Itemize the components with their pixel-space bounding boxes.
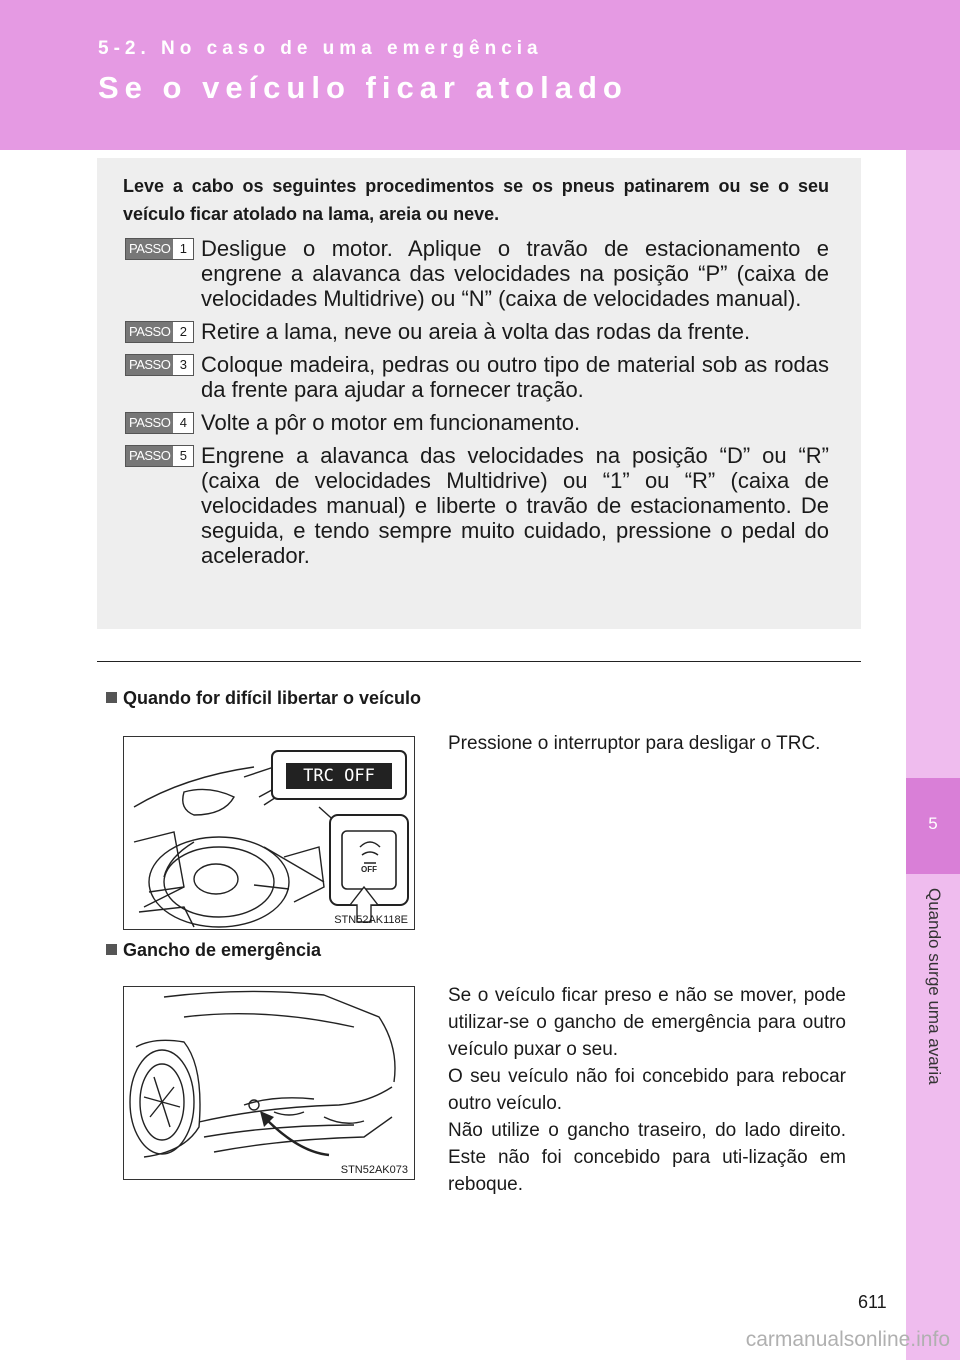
step-text: Coloque madeira, pedras ou outro tipo de material sob as rodas da frente para ajudar a fornecer tração. bbox=[201, 352, 829, 402]
section-label: 5-2. No caso de uma emergência bbox=[98, 38, 543, 59]
step-1 bbox=[123, 236, 829, 311]
figure-code: STN52AK118E bbox=[334, 914, 408, 926]
tow-hook-figure bbox=[123, 986, 415, 1180]
step-badge-word: PASSO bbox=[126, 322, 173, 342]
step-badge-word: PASSO bbox=[126, 446, 173, 466]
subheading-text: Gancho de emergência bbox=[123, 940, 322, 960]
step-5 bbox=[123, 443, 829, 568]
subheading-tow-hook bbox=[106, 940, 321, 961]
step-text: Volte a pôr o motor em funcionamento. bbox=[201, 410, 581, 435]
section-divider bbox=[97, 661, 861, 662]
subheading-free-vehicle bbox=[106, 688, 421, 709]
step-badge-word: PASSO bbox=[126, 239, 173, 259]
vehicle-underside-illustration bbox=[124, 987, 414, 1179]
step-text: Desligue o motor. Aplique o travão de estacionamento e engrene a alavanca das velocidades na posição “P” (caixa de velocidades Multidrive) ou “N” (caixa de velocidades manual). bbox=[201, 236, 829, 311]
page-number: 611 bbox=[858, 1292, 887, 1312]
procedure-box bbox=[97, 158, 861, 629]
square-bullet-icon bbox=[106, 944, 117, 955]
step-badge-word: PASSO bbox=[126, 355, 173, 375]
chapter-number: 5 bbox=[928, 814, 938, 833]
figure-code: STN52AK073 bbox=[340, 1164, 408, 1176]
side-strip bbox=[906, 150, 960, 1360]
step-badge bbox=[125, 412, 194, 434]
step-text: Retire a lama, neve ou areia à volta das rodas da frente. bbox=[201, 319, 751, 344]
chapter-tab[interactable] bbox=[906, 778, 960, 874]
step-badge-number: 3 bbox=[173, 355, 193, 375]
step-badge bbox=[125, 321, 194, 343]
procedure-intro: Leve a cabo os seguintes procedimentos se os pneus patinarem ou se o seu veículo ficar atolado na lama, areia ou neve. bbox=[123, 176, 829, 224]
square-bullet-icon bbox=[106, 692, 117, 703]
watermark: carmanualsonline.info bbox=[745, 1328, 950, 1351]
step-4 bbox=[123, 410, 829, 435]
page-header bbox=[0, 0, 960, 150]
paragraph: Não utilize o gancho traseiro, do lado direito. Este não foi concebido para uti-lização em reboque. bbox=[448, 1120, 846, 1195]
step-badge-number: 4 bbox=[173, 413, 193, 433]
step-badge-number: 2 bbox=[173, 322, 193, 342]
trc-paragraph bbox=[448, 730, 846, 757]
paragraph: Se o veículo ficar preso e não se mover, pode utilizar-se o gancho de emergência para outro veículo puxar o seu. bbox=[448, 985, 846, 1060]
step-badge-number: 1 bbox=[173, 239, 193, 259]
step-badge bbox=[125, 354, 194, 376]
tow-hook-paragraphs bbox=[448, 982, 846, 1198]
chapter-label: Quando surge uma avaria bbox=[925, 888, 944, 1085]
step-badge bbox=[125, 445, 194, 467]
trc-button-label: OFF bbox=[361, 865, 377, 874]
trc-off-label: TRC OFF bbox=[303, 766, 375, 786]
step-badge bbox=[125, 238, 194, 260]
step-text: Engrene a alavanca das velocidades na posição “D” ou “R” (caixa de velocidades Multidrive) ou “1” ou “R” (caixa de velocidades manual) e liberte o travão de estacionamento. De seguida, e tendo sempre muito cuidado, pressione o pedal do acelerador. bbox=[201, 443, 829, 568]
page-title: Se o veículo ficar atolado bbox=[98, 70, 628, 105]
subheading-text: Quando for difícil libertar o veículo bbox=[123, 688, 422, 708]
step-3 bbox=[123, 352, 829, 402]
paragraph: Pressione o interruptor para desligar o TRC. bbox=[448, 733, 821, 754]
paragraph: O seu veículo não foi concebido para rebocar outro veículo. bbox=[448, 1066, 846, 1114]
step-badge-number: 5 bbox=[173, 446, 193, 466]
step-badge-word: PASSO bbox=[126, 413, 173, 433]
step-2 bbox=[123, 319, 829, 344]
trc-off-figure bbox=[123, 736, 415, 930]
